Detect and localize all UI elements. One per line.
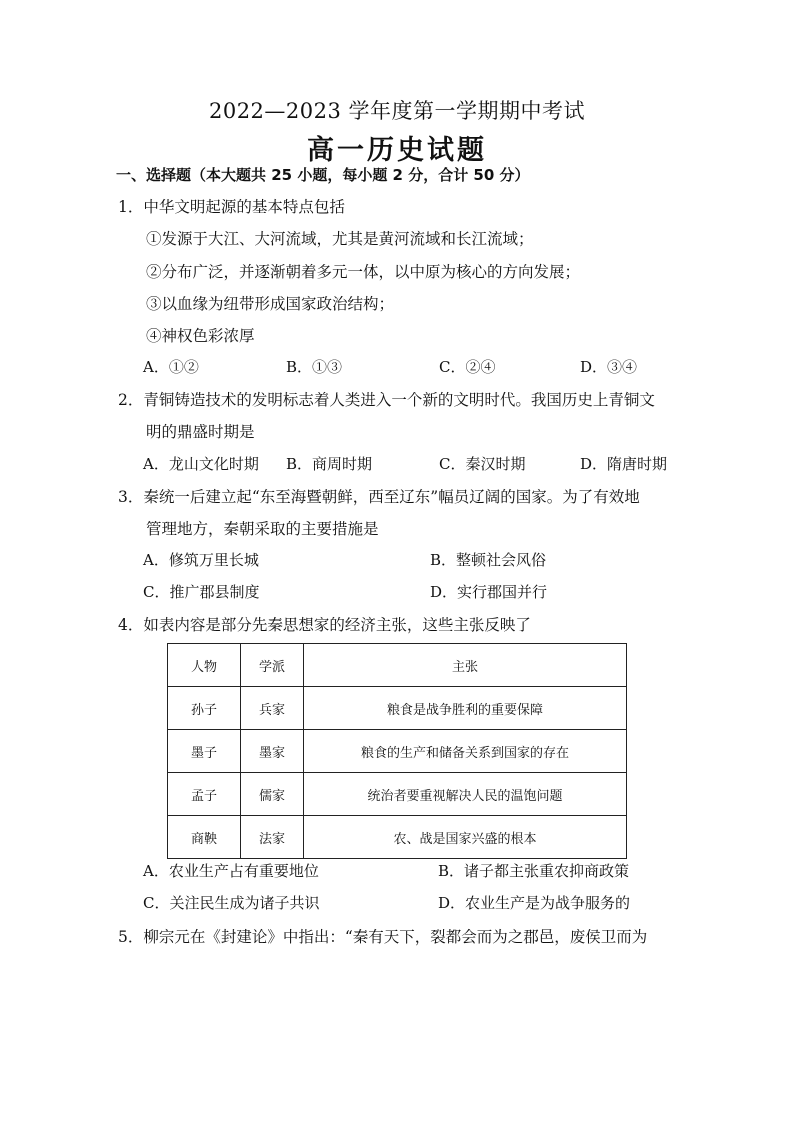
- question-2-stem: 2．青铜铸造技术的发明标志着人类进入一个新的文明时代。我国历史上青铜文: [118, 391, 655, 409]
- question-2-option-a: A．龙山文化时期: [143, 455, 259, 473]
- question-3-option-d: D．实行郡国并行: [430, 583, 548, 601]
- question-2-option-d: D．隋唐时期: [580, 455, 668, 473]
- table-row: [168, 730, 627, 773]
- question-1-stem: 1．中华文明起源的基本特点包括: [118, 198, 345, 216]
- question-1-option-d: D．③④: [580, 358, 638, 376]
- question-4-option-a: A．农业生产占有重要地位: [143, 862, 319, 880]
- question-3-option-b: B．整顿社会风俗: [430, 551, 547, 569]
- question-1-option-b: B．①③: [286, 358, 343, 376]
- question-4-option-d: D．农业生产是为战争服务的: [438, 894, 631, 912]
- table-cell-school: 兵家: [241, 687, 304, 730]
- question-2-option-c: C．秦汉时期: [439, 455, 526, 473]
- table-cell-person: 孟子: [168, 773, 241, 816]
- table-cell-view: 粮食的生产和储备关系到国家的存在: [304, 730, 627, 773]
- exam-title: 2022—2023 学年度第一学期期中考试: [208, 99, 586, 123]
- table-row: [168, 816, 627, 859]
- table-header-view: 主张: [304, 644, 627, 687]
- question-3-stem-cont: 管理地方，秦朝采取的主要措施是: [146, 520, 379, 538]
- question-1-item: ④神权色彩浓厚: [146, 327, 255, 345]
- table-row: [168, 687, 627, 730]
- table-cell-view: 农、战是国家兴盛的根本: [304, 816, 627, 859]
- table-cell-person: 商鞅: [168, 816, 241, 859]
- subject-title: 高一历史试题: [307, 135, 487, 166]
- table-cell-person: 墨子: [168, 730, 241, 773]
- question-3-option-c: C．推广郡县制度: [143, 583, 260, 601]
- question-4-option-b: B．诸子都主张重农抑商政策: [438, 862, 630, 880]
- question-1-item: ③以血缘为纽带形成国家政治结构；: [146, 295, 395, 313]
- table-cell-person: 孙子: [168, 687, 241, 730]
- question-4-stem: 4．如表内容是部分先秦思想家的经济主张，这些主张反映了: [118, 616, 531, 634]
- table-row: [168, 773, 627, 816]
- question-2-option-b: B．商周时期: [286, 455, 373, 473]
- question-1-item: ①发源于大江、大河流域，尤其是黄河流域和长江流域；: [146, 230, 534, 248]
- question-1-option-a: A．①②: [143, 358, 199, 376]
- table-cell-school: 墨家: [241, 730, 304, 773]
- table-header-person: 人物: [168, 644, 241, 687]
- question-4-option-c: C．关注民生成为诸子共识: [143, 894, 320, 912]
- question-1-item: ②分布广泛，并逐渐朝着多元一体，以中原为核心的方向发展；: [146, 263, 581, 281]
- table-cell-school: 儒家: [241, 773, 304, 816]
- section-heading: 一、选择题（本大题共 25 小题，每小题 2 分，合计 50 分）: [116, 166, 530, 184]
- question-3-stem: 3．秦统一后建立起“东至海暨朝鲜，西至辽东”幅员辽阔的国家。为了有效地: [118, 488, 640, 506]
- table-header-row: [168, 644, 627, 687]
- question-1-option-c: C．②④: [439, 358, 496, 376]
- question-5-stem: 5．柳宗元在《封建论》中指出：“秦有天下，裂都会而为之郡邑，废侯卫而为: [118, 928, 648, 946]
- question-2-stem-cont: 明的鼎盛时期是: [146, 423, 255, 441]
- table-cell-school: 法家: [241, 816, 304, 859]
- table-cell-view: 粮食是战争胜利的重要保障: [304, 687, 627, 730]
- table-cell-view: 统治者要重视解决人民的温饱问题: [304, 773, 627, 816]
- thinkers-table: [167, 643, 627, 859]
- table-header-school: 学派: [241, 644, 304, 687]
- question-3-option-a: A．修筑万里长城: [143, 551, 259, 569]
